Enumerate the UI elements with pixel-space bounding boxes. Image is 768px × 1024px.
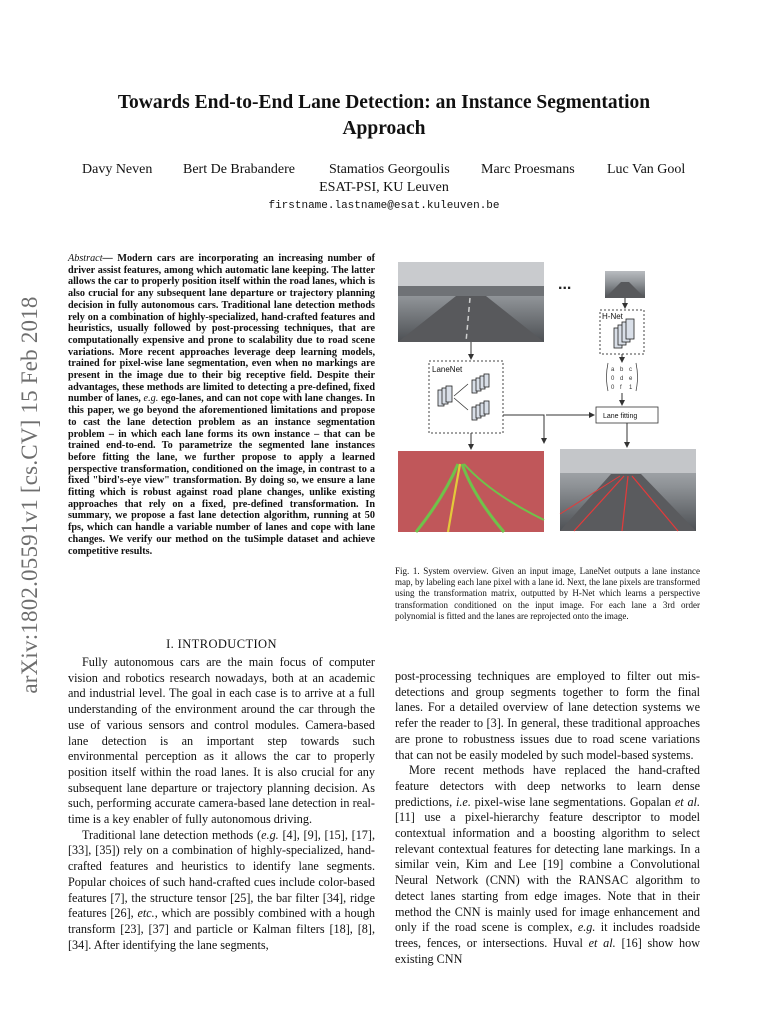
right-text-column — [395, 669, 700, 967]
matrix-entry-a: a — [611, 367, 615, 373]
right-paragraph-1: post-processing techniques are employed to filter out mis-detections and group segments together to form the final lanes. For a detailed overview of lane detection systems we refer the reader to [3]. In general, these traditional approaches are prone to robustness issues due to road scene variations that can not be easily modeled by such model-based systems. — [395, 669, 700, 762]
right-paragraph-2 — [395, 763, 700, 967]
matrix-entry-1: 1 — [629, 385, 633, 391]
intro-p2-etc: etc. — [137, 906, 155, 921]
intro-p2-text-c: , which are possibly combined with a hough transform [23], [37] and particle or Kalman filters [18], [8], [34]. After identifying the lane segments, — [68, 906, 376, 952]
lane-fitting-label: Lane fitting — [603, 413, 638, 420]
right-p2-ie: i.e. — [455, 794, 471, 809]
abstract-eg: e.g. — [143, 393, 159, 405]
section-heading-introduction: I. INTRODUCTION — [166, 637, 277, 651]
author-4: Marc Proesmans — [481, 162, 575, 177]
intro-paragraph-2 — [68, 828, 375, 954]
hnet-label: H-Net — [602, 312, 623, 321]
matrix-entry-b: b — [620, 367, 624, 373]
title-line-2: Approach — [342, 118, 426, 139]
intro-p2-eg: e.g. — [261, 827, 279, 842]
right-p2-text-c: [11] use a pixel-hierarchy feature descriptor to model contextual information and a boosting algorithm to select relevant contextual features for detecting lane markings. In a similar vein, Kim and Lee [19] combine a Convolutional Neural Network (CNN) with the RANSAC algorithm to detect lanes starting from edge images. Note that in their method the CNN is mainly used for image enhancement and only if the road scene is complex, — [395, 810, 700, 935]
abstract-text-part-1: — Modern cars are incorporating an increasing number of driver assist features, among which automatic lane keeping. The latter allows the car to properly position itself within the road lanes, which is also crucial for any subsequent lane departure or trajectory planning decision in fully autonomous cars. Traditional lane detection methods rely on a combination of highly-specialized, hand-crafted features and heuristics, usually followed by post-processing techniques, that are computationally expensive and prone to scalability due to road scene variations. More recent approaches leverage deep learning models, trained for pixel-wise lane segmentation, even when no markings are present in the image due to their big receptive field. Despite their advantages, these methods are limited to detecting a pre-defined, fixed number of lanes, — [68, 253, 375, 405]
matrix-entry-0a: 0 — [611, 376, 615, 382]
right-p2-text-a: More recent methods have replaced the hand-crafted feature detectors with deep networks to learn dense predictions, — [395, 763, 700, 809]
matrix-entry-e: e — [629, 376, 633, 382]
system-overview-diagram — [396, 262, 700, 552]
author-email: firstname.lastname@esat.kuleuven.be — [268, 200, 500, 212]
author-5: Luc Van Gool — [607, 162, 686, 177]
matrix-entry-c: c — [629, 367, 632, 373]
title-line-1: Towards End-to-End Lane Detection: an Instance Segmentation — [117, 92, 651, 113]
matrix-entry-f: f — [620, 385, 622, 391]
right-p2-etal-2: et al. — [588, 935, 616, 950]
right-p2-text-e: [16] show how existing CNN — [395, 935, 701, 966]
affiliation: ESAT-PSI, KU Leuven — [319, 180, 449, 195]
author-1: Davy Neven — [82, 162, 153, 177]
author-2: Bert De Brabandere — [183, 162, 295, 177]
abstract — [68, 253, 375, 557]
figure-1 — [396, 262, 700, 552]
paper-title — [60, 90, 708, 142]
hnet-input-image — [605, 271, 645, 298]
author-3: Stamatios Georgoulis — [329, 162, 450, 177]
lanenet-label: LaneNet — [432, 365, 463, 374]
figure-1-caption: Fig. 1. System overview. Given an input image, LaneNet outputs a lane instance map, by labeling each lane pixel with a lane id. Next, the lane pixels are transformed using the transformation matrix, outputted by H-Net which learns a perspective transformation conditioned on the input image. For each lane a 3rd order polynomial is fitted and the lanes are reprojected onto the image. — [395, 566, 700, 621]
abstract-label: Abstract — [68, 253, 103, 264]
lane-segmentation-output — [398, 451, 544, 532]
arxiv-identifier: arXiv:1802.05591v1 [cs.CV] 15 Feb 2018 — [17, 296, 42, 694]
right-p2-text-b: pixel-wise lane segmentations. Gopalan — [470, 794, 675, 809]
introduction-column — [68, 655, 375, 953]
lane-fitting-output-image — [560, 449, 696, 531]
abstract-text-part-2: ego-lanes, and can not cope with lane changes. In this paper, we go beyond the aforementioned limitations and propose to cast the lane detection problem as an instance segmentation problem – in which each lane forms its own instance – that can be trained end-to-end. To parametrize the segmented lane instances before fitting the lane, we further propose to apply a learned perspective transformation, conditioned on the image, in contrast to a fixed "bird's-eye view" transformation. By doing so, we ensure a lane fitting which is robust against road plane changes, unlike existing approaches that rely on a fixed, pre-defined transformation. In summary, we propose a fast lane detection algorithm, running at 50 fps, which can handle a variable number of lanes and cope with lane changes. We verify our method on the tuSimple dataset and achieve competitive results. — [68, 393, 375, 557]
intro-paragraph-1: Fully autonomous cars are the main focus of computer vision and robotics research nowadays, both at an academic and industrial level. The goal in each case is to arrive at a full understanding of the environment around the car through the use of various sensors and control modules. Camera-based lane detection is an important step towards such environmental perception as it allows the car to properly position itself within the road lanes. It is also crucial for any subsequent lane departure or trajectory planning decision. As such, performing accurate camera-based lane detection in real-time is a key enabler of fully autonomous driving. — [68, 655, 375, 827]
arxiv-identifier-margin — [10, 270, 50, 720]
matrix-entry-d: d — [620, 376, 624, 382]
right-p2-etal-1: et al. — [674, 794, 700, 809]
ellipsis-text: ... — [558, 276, 572, 293]
transformation-matrix — [607, 363, 638, 391]
intro-p2-text-a: Traditional lane detection methods ( — [82, 827, 262, 842]
intro-p2-text-b: [4], [9], [15], [17], [33], [35]) rely on a combination of highly-specialized, hand-crafted features and heuristics to identify lane segments. Popular choices of such hand-crafted cues include color-based features [7], the structure tensor [25], the bar filter [34], ridge features [26], — [68, 827, 375, 921]
right-p2-eg: e.g. — [577, 920, 596, 935]
right-p2-text-d: it includes roadside trees, fences, or intersections. Huval — [395, 920, 700, 950]
input-road-image — [398, 262, 544, 342]
matrix-entry-0b: 0 — [611, 385, 615, 391]
